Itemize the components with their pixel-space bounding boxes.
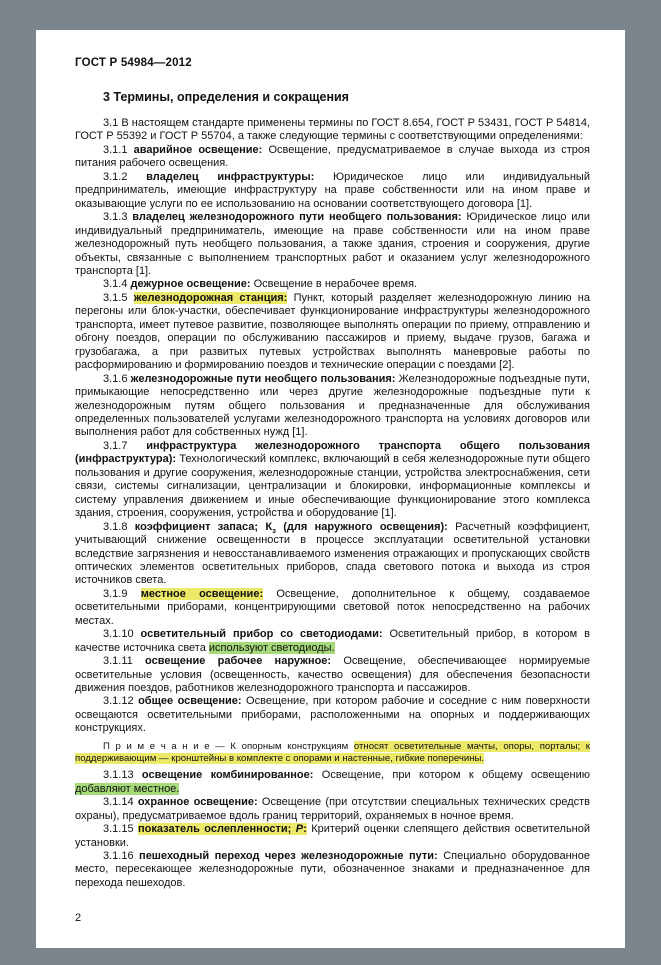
term-paragraph: 3.1.5 железнодорожная станция: Пункт, который разделяет железнодорожную линию на перегоны или блок-участки, обеспечивает функционирование инфраструктуры железнодорожного транспорта, имеет путевое развитие, позволяющее выполнять операции по приему, отправлению и обгону поездов, операции по обслуживанию пассажиров и приему, выдаче грузов, багажа и грузобагажа, а при развитых путевых устройствах выполнять маневровые работы по расформированию и формированию поездов и технические операции с поездами [2]. [75, 291, 590, 372]
term-paragraph: 3.1.13 освещение комбинированное: Освещение, при котором к общему освещению добавляют местное. [75, 769, 590, 795]
term-paragraph: 3.1.14 охранное освещение: Освещение (при отсутствии специальных технических средств охраны), предусматриваемое вдоль границ территорий, охраняемых в ночное время. [75, 796, 591, 822]
term-paragraph: 3.1.16 пешеходный переход через железнодорожные пути: Специально оборудованное место, пересекающее железнодорожные пути, обозначенное знаками и предназначенное для перехода пешеходов. [75, 849, 590, 889]
term-paragraph: 3.1.3 владелец железнодорожного пути необщего пользования: Юридическое лицо или индивидуальный предприниматель, имеющие на праве собственности или на ином праве железнодорожный путь необщего пользования, а также здания, строения и сооружения, другие объекты, связанные с выполнением транспортных работ и оказанием услуг железнодорожного транспорта [1]. [75, 211, 590, 277]
term-paragraph: 3.1.7 инфраструктура железнодорожного транспорта общего пользования (инфраструктура): Технологический комплекс, включающий в себя железнодорожные пути общего пользования и другие сооружения, железнодорожные станции, устройства электроснабжения, сети связи, системы сигнализации, централизации и блокировки, информационные комплексы и систему управления движением и иные обеспечивающие функционирование этого комплекса здания, строения, сооружения, устройства и оборудование [1]. [75, 439, 590, 520]
term-paragraph: 3.1.9 местное освещение: Освещение, дополнительное к общему, создаваемое осветительными приборами, концентрирующими световой поток непосредственно на рабочих местах. [75, 587, 590, 627]
term-paragraph: 3.1.4 дежурное освещение: Освещение в нерабочее время. [103, 278, 418, 291]
term-paragraph: 3.1.6 железнодорожные пути необщего пользования: Железнодорожные подъездные пути, примыкающие непосредственно или через другие железнодорожные подъездные пути к железнодорожным путям общего пользования и предназначенные для обслуживания определенных пользователей услугами железнодорожного транспорта на условиях договоров или выполнения работ для собственных нужд [1]. [75, 372, 590, 439]
terms-definitions-list [75, 117, 590, 890]
document-standard-number: ГОСТ Р 54984—2012 [75, 57, 192, 69]
section-title: 3 Термины, определения и сокращения [103, 90, 349, 104]
term-paragraph: 3.1.2 владелец инфраструктуры: Юридическое лицо или индивидуальный предприниматель, имеющие инфраструктуру на праве собственности или на ином праве и оказывающие услуги по ее использованию на основании соответствующего договора [1]. [75, 170, 590, 210]
desktop-background [0, 30, 661, 965]
term-paragraph: 3.1.10 осветительный прибор со светодиодами: Осветительный прибор, в котором в качестве источника света используют светодиоды. [75, 628, 591, 654]
document-page [36, 30, 625, 948]
term-paragraph: 3.1.15 показатель ослепленности; Р: Критерий оценки слепящего действия осветительной установки. [75, 823, 591, 849]
page-number: 2 [75, 912, 82, 925]
term-paragraph: 3.1 В настоящем стандарте применены термины по ГОСТ 8.654, ГОСТ Р 53431, ГОСТ Р 54814, ГОСТ Р 55392 и ГОСТ Р 55704, а также следующие термины с соответствующими определениями: [75, 117, 590, 143]
term-paragraph: 3.1.1 аварийное освещение: Освещение, предусматриваемое в случае выхода из строя питания рабочего освещения. [75, 143, 591, 170]
note-paragraph: П р и м е ч а н и е — К опорным конструкциям относят осветительные мачты, опоры, порталы; к поддерживающим — кронштейны в комплекте с опорами и настенные, гибкие поперечины. [75, 740, 590, 764]
term-paragraph: 3.1.8 коэффициент запаса; $К_з$ (для наружного освещения): Расчетный коэффициент, учитывающий снижение освещенности в процессе эксплуатации осветительной установки вследствие загрязнения и невосстанавливаемого изменения отражающих и пропускающих свойств оптических элементов осветительных приборов, спада светового потока и выхода из строя источников света. [75, 520, 591, 587]
term-paragraph: 3.1.11 освещение рабочее наружное: Освещение, обеспечивающее нормируемые осветительные условия (освещенность, качество освещения) для обеспечения безопасности движения поездов, работников железнодорожного транспорта и пассажиров. [75, 655, 590, 695]
term-paragraph: 3.1.12 общее освещение: Освещение, при котором рабочие и соседние с ним поверхности освещаются осветительными приборами, расположенными на опорных и поддерживающих конструкциях. [75, 695, 590, 735]
